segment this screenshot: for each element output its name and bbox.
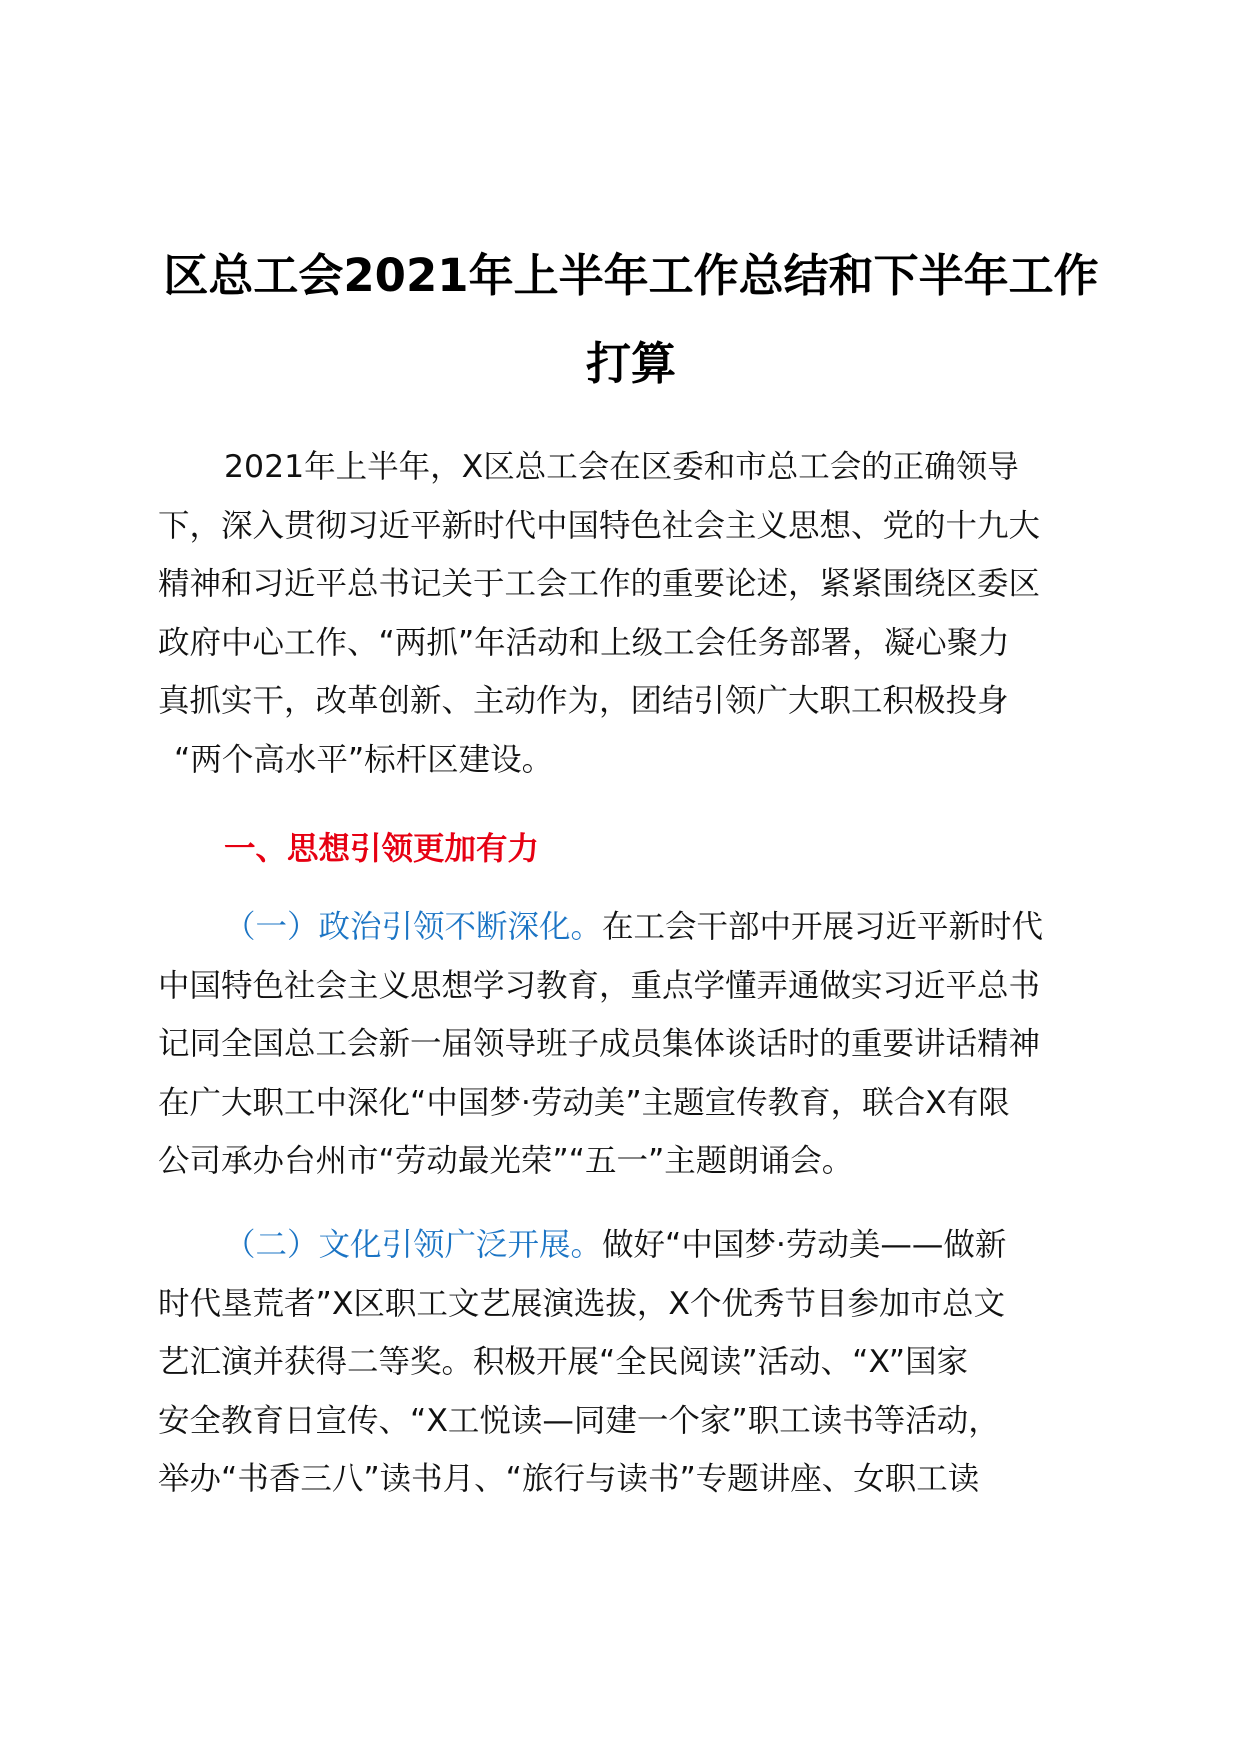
culture-line-3: 艺汇演并获得二等奖。积极开展“全民阅读”活动、“X”国家 [158,1344,969,1380]
intro-line-4: 政府中心工作、“两抓”年活动和上级工会任务部署，凝心聚力 [158,624,1010,661]
intro-line-5: 真抓实干，改革创新、主动作为，团结引领广大职工积极投身 [158,683,1009,719]
intro-line-3: 精神和习近平总书记关于工会工作的重要论述，紧紧围绕区委区 [158,566,1041,602]
document-title-line-2: 打算 [585,337,676,390]
intro-line-1: 2021年上半年，X区总工会在区委和市总工会的正确领导 [224,449,1019,485]
intro-line-6: “两个高水平”标杆区建设。 [174,741,554,778]
politics-line-5: 公司承办台州市“劳动最光荣”“五一”主题朗诵会。 [158,1143,854,1179]
politics-paragraph [158,898,1108,1191]
politics-line-2: 中国特色社会主义思想学习教育，重点学懂弄通做实习近平总书 [158,967,1041,1004]
culture-line-1 [158,1216,1108,1275]
intro-paragraph [158,438,1108,789]
culture-line-5: 举办“书香三八”读书月、“旅行与读书”专题讲座、女职工读 [158,1461,980,1497]
culture-paragraph [158,1216,1108,1509]
politics-line-4: 在广大职工中深化“中国梦·劳动美”主题宣传教育，联合X有限 [158,1084,1010,1121]
document-title-line-1: 区总工会2021年上半年工作总结和下半年工作 [163,249,1099,302]
intro-line-2: 下，深入贯彻习近平新时代中国特色社会主义思想、党的十九大 [158,507,1041,544]
culture-line-4: 安全教育日宣传、“X工悦读—同建一个家”职工读书等活动， [158,1402,1000,1439]
politics-line-3: 记同全国总工会新一届领导班子成员集体谈话时的重要讲话精神 [158,1026,1041,1062]
politics-line-1-text: 在工会干部中开展习近平新时代 [602,909,1044,945]
culture-subheading: （二）文化引领广泛开展。 [224,1227,603,1263]
politics-line-1 [158,898,1108,957]
culture-line-2: 时代垦荒者”X区职工文艺展演选拔，X个优秀节目参加市总文 [158,1285,1005,1322]
section-heading-1: 一、思想引领更加有力 [224,831,540,867]
politics-subheading: （一）政治引领不断深化。 [224,909,603,945]
culture-line-1-text: 做好“中国梦·劳动美——做新 [602,1227,1007,1263]
